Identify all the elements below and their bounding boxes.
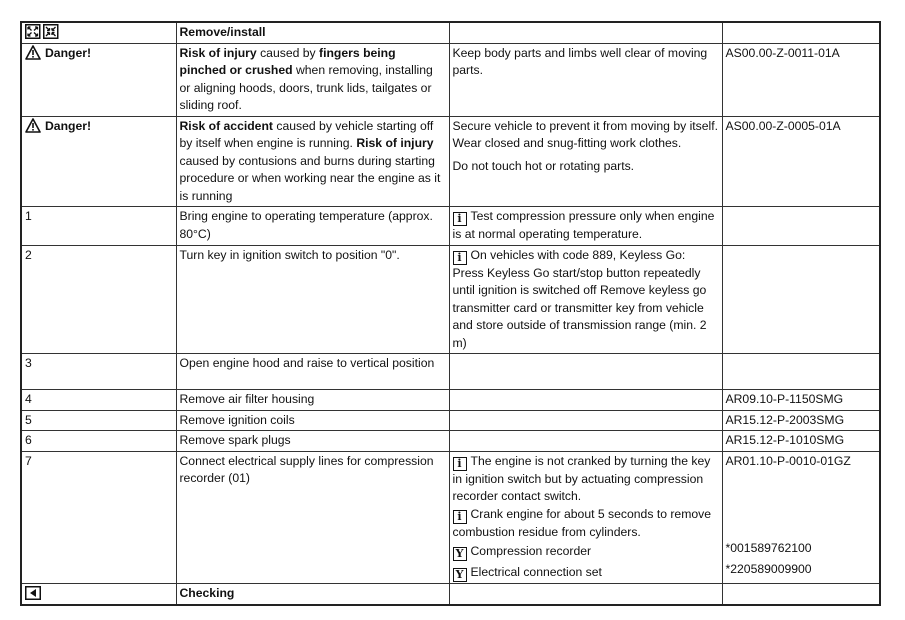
checking-row [21,584,880,605]
danger-label-cell [21,116,176,207]
warning-triangle-icon [25,118,41,133]
risk-bold: Risk of injury [356,136,434,150]
risk-text: caused by contusions and burns during starting procedure or when working near the engine as it is running [179,153,441,203]
step-note [449,245,722,354]
step-number: 2 [21,245,176,354]
reference-link[interactable]: AR09.10-P-1150SMG [722,390,880,411]
step-number: 1 [21,207,176,246]
step-row [21,390,880,411]
procedure-table [20,21,881,606]
remove-install-icon [25,24,59,39]
empty-cell [449,22,722,43]
risk-bold: Risk of accident [179,118,273,133]
step-note [449,354,722,390]
step-action: Remove ignition coils [176,410,449,431]
tool-icon: Y [453,547,467,561]
danger-row [21,116,880,207]
info-icon: i [453,251,467,265]
step-action: Connect electrical supply lines for compression recorder (01) [176,451,449,584]
warning-triangle-icon [25,45,41,60]
measure-text: Wear closed and snug-fitting work clothes. [452,136,682,150]
note-text: Crank engine for about 5 seconds to remove combustion residue from cylinders. [452,506,712,539]
info-icon: i [453,510,467,524]
measure-text: Secure vehicle to prevent it from moving by itself. [452,118,719,133]
step-number: 5 [21,410,176,431]
step-action: Turn key in ignition switch to position "0". [176,245,449,354]
section-title-remove-install: Remove/install [176,22,449,43]
reference-cell [722,451,880,584]
risk-bold: fingers being pinched or crushed [179,45,396,77]
step-action: Open engine hood and raise to vertical position [176,354,449,390]
tool-icon: Y [453,568,467,582]
note-text: Test compression pressure only when engine is at normal operating temperature. [452,209,715,241]
step-row [21,410,880,431]
checking-icon-cell [21,584,176,605]
risk-bold: Risk of injury [179,45,257,60]
empty-cell [722,584,880,605]
step-action: Remove air filter housing [176,390,449,411]
reference-link[interactable] [722,354,880,390]
reference-link[interactable]: AS00.00-Z-0005-01A [722,116,880,207]
step-row [21,451,880,584]
remove-install-icons-cell [21,22,176,43]
step-note [449,410,722,431]
step-action: Bring engine to operating temperature (approx. 80°C) [176,207,449,246]
danger-label: Danger! [45,45,92,60]
safety-measures [449,116,722,207]
note-text: The engine is not cranked by turning the key in ignition switch but by actuating compression recorder contact switch. [452,453,711,503]
step-number: 3 [21,354,176,390]
measure-text: Keep body parts and limbs well clear of moving parts. [452,45,708,77]
step-note [449,390,722,411]
step-row [21,245,880,354]
reference-link[interactable] [722,207,880,246]
tool-part-number[interactable]: *001589762100 [725,541,812,555]
empty-cell [722,22,880,43]
step-number: 4 [21,390,176,411]
risk-text: when removing, installing or aligning hoods, doors, trunk lids, tailgates or sliding roof. [179,63,433,112]
reference-link[interactable]: AR15.12-P-2003SMG [722,410,880,431]
measure-text: Do not touch hot or rotating parts. [452,158,635,173]
header-row [21,22,880,43]
section-title-checking: Checking [176,584,449,605]
info-icon: i [453,212,467,226]
info-icon: i [453,457,467,471]
step-action: Remove spark plugs [176,431,449,452]
safety-measures [449,43,722,116]
reference-link[interactable]: AR15.12-P-1010SMG [722,431,880,452]
risk-text: caused by [256,45,320,60]
tool-name: Compression recorder [470,544,592,558]
step-row [21,207,880,246]
step-row [21,354,880,390]
step-number: 6 [21,431,176,452]
reference-link[interactable] [722,245,880,354]
risk-text: caused by vehicle starting off by itself when engine is running. [179,118,434,150]
step-row [21,431,880,452]
tool-name: Electrical connection set [470,565,602,579]
step-note [449,431,722,452]
step-note [449,451,722,584]
step-number: 7 [21,451,176,584]
checking-icon [25,586,41,600]
reference-link[interactable]: AS00.00-Z-0011-01A [722,43,880,116]
reference-link[interactable]: AR01.10-P-0010-01GZ [725,453,851,468]
risk-description [176,116,449,207]
danger-label: Danger! [45,118,92,133]
note-text: On vehicles with code 889, Keyless Go: Press Keyless Go start/stop button repeatedly until ignition is switched off Remove keyless go transmitter card or transmitter key from vehicle and store outside of transmission range (min. 2 m) [452,247,707,350]
danger-row [21,43,880,116]
danger-label-cell [21,43,176,116]
tool-part-number[interactable]: *220589009900 [725,561,812,576]
empty-cell [449,584,722,605]
step-note [449,207,722,246]
risk-description [176,43,449,116]
